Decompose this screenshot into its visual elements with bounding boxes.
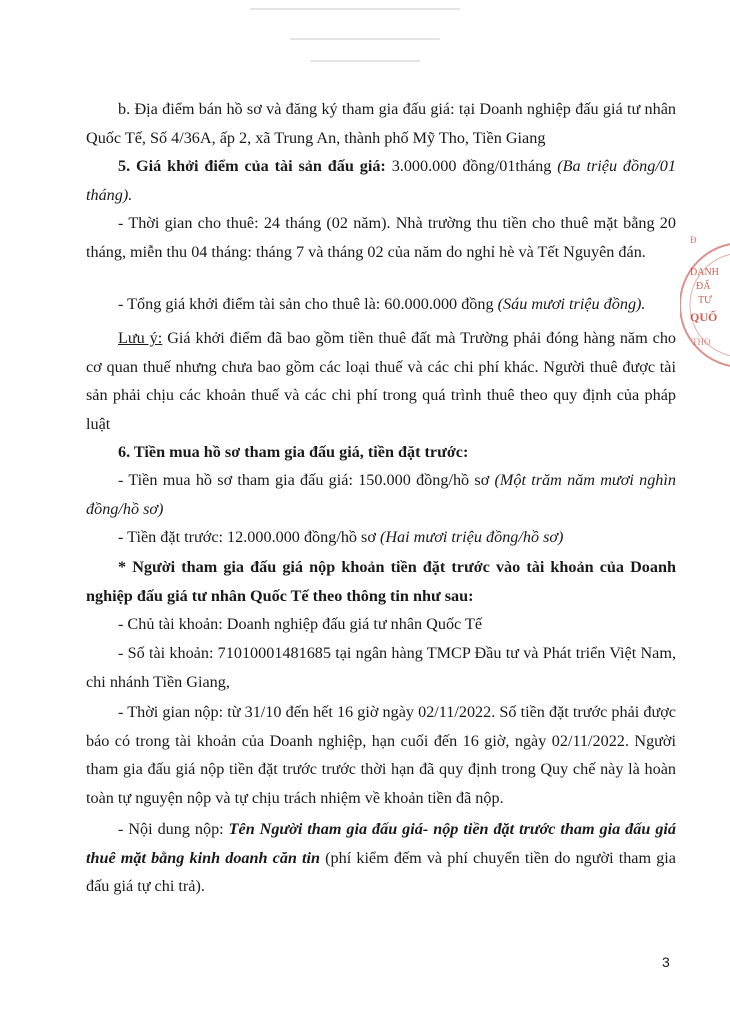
note-text: Giá khởi điểm đã bao gồm tiền thuê đất mà Trường phải đóng hàng năm cho cơ quan thuế nhưng chưa bao gồm các loại thuế và các chi phí khác. Người thuê được tài sản phải chịu các khoản thuế và các chi phí trong quá trình thuê theo quy định của pháp luật bbox=[86, 329, 677, 433]
payment-content-rest: (phí kiểm đếm và phí chuyển tiền do người tham gia đấu giá tự chi trả). bbox=[86, 848, 676, 895]
section-6-heading: 6. Tiền mua hồ sơ tham gia đấu giá, tiền đặt trước: bbox=[118, 443, 469, 461]
fee: - Tiền mua hồ sơ tham gia đấu giá: 150.000 đồng/hồ sơ bbox=[118, 471, 495, 489]
section-5-paragraph bbox=[86, 152, 676, 209]
payment-content-label: - Nội dung nộp: bbox=[118, 820, 229, 838]
start-price-value: 3.000.000 đồng/01tháng bbox=[385, 157, 558, 175]
lease-time-paragraph: - Thời gian cho thuê: 24 tháng (02 năm). Nhà trường thu tiền cho thuê mặt bằng 20 tháng, miễn thu 04 tháng: tháng 7 và tháng 02 của năm do nghỉ hè và Tết Nguyên đán. bbox=[86, 214, 676, 261]
bank-heading: * Người tham gia đấu giá nộp khoản tiền đặt trước vào tài khoản của Doanh nghiệp đấu giá tư nhân Quốc Tế theo thông tin như sau: bbox=[86, 558, 676, 605]
note-paragraph bbox=[86, 324, 676, 438]
faint-header-bleed bbox=[210, 0, 570, 70]
stamp-line-5: QUỐ bbox=[690, 310, 718, 324]
account-number-paragraph: - Số tài khoản: 71010001481685 tại ngân hàng TMCP Đầu tư và Phát triển Việt Nam, chi nhánh Tiền Giang, bbox=[86, 644, 676, 691]
deposit-paragraph bbox=[86, 523, 676, 552]
section-b-paragraph: b. Địa điểm bán hồ sơ và đăng ký tham gia đấu giá: tại Doanh nghiệp đấu giá tư nhân Quốc Tế, Số 4/36A, ấp 2, xã Trung An, thành phố Mỹ Tho, Tiền Giang bbox=[86, 100, 676, 147]
note-label: Lưu ý: bbox=[118, 329, 163, 347]
total-price-words: (Sáu mươi triệu đồng). bbox=[497, 295, 646, 313]
fee-words: (Một trăm năm mươi nghìn đồng/hồ sơ) bbox=[86, 471, 676, 518]
total-price-paragraph bbox=[86, 290, 676, 319]
stamp-line-4: TƯ bbox=[698, 295, 712, 306]
payment-time-paragraph: - Thời gian nộp: từ 31/10 đến hết 16 giờ ngày 02/11/2022. Số tiền đặt trước phải được báo có trong tài khoản của Doanh nghiệp, hạn cuối đến 16 giờ, ngày 02/11/2022. Người tham gia đấu giá nộp tiền đặt trước trước thời hạn đã quy định trong Quy chế này là hoàn toàn tự nguyện nộp và tự chịu trách nhiệm về khoản tiền đã nộp. bbox=[86, 703, 676, 807]
stamp-line-2: DANH bbox=[690, 267, 719, 278]
start-price-words: (Ba triệu đồng/01 tháng). bbox=[86, 157, 676, 204]
payment-content-bold: Tên Người tham gia đấu giá- nộp tiền đặt trước tham gia đấu giá thuê mặt bằng kinh doanh căn tin bbox=[86, 820, 677, 867]
account-holder: - Chủ tài khoản: Doanh nghiệp đấu giá tư nhân Quốc Tế bbox=[118, 615, 483, 633]
section-5-heading: 5. Giá khởi điểm của tài sản đấu giá: bbox=[118, 157, 386, 175]
red-seal-stamp bbox=[680, 225, 730, 385]
fee-paragraph bbox=[86, 466, 676, 523]
deposit: - Tiền đặt trước: 12.000.000 đồng/hồ sơ bbox=[118, 528, 380, 546]
total-price: - Tổng giá khởi điểm tài sản cho thuê là: 60.000.000 đồng bbox=[118, 295, 498, 313]
deposit-words: (Hai mươi triệu đồng/hồ sơ) bbox=[379, 528, 564, 546]
stamp-line-3: ĐẤ bbox=[696, 281, 711, 292]
stamp-line-1: Đ bbox=[690, 235, 697, 245]
payment-content-paragraph bbox=[86, 815, 676, 901]
stamp-line-6: THO bbox=[692, 337, 711, 347]
page-number: 3 bbox=[662, 954, 670, 970]
